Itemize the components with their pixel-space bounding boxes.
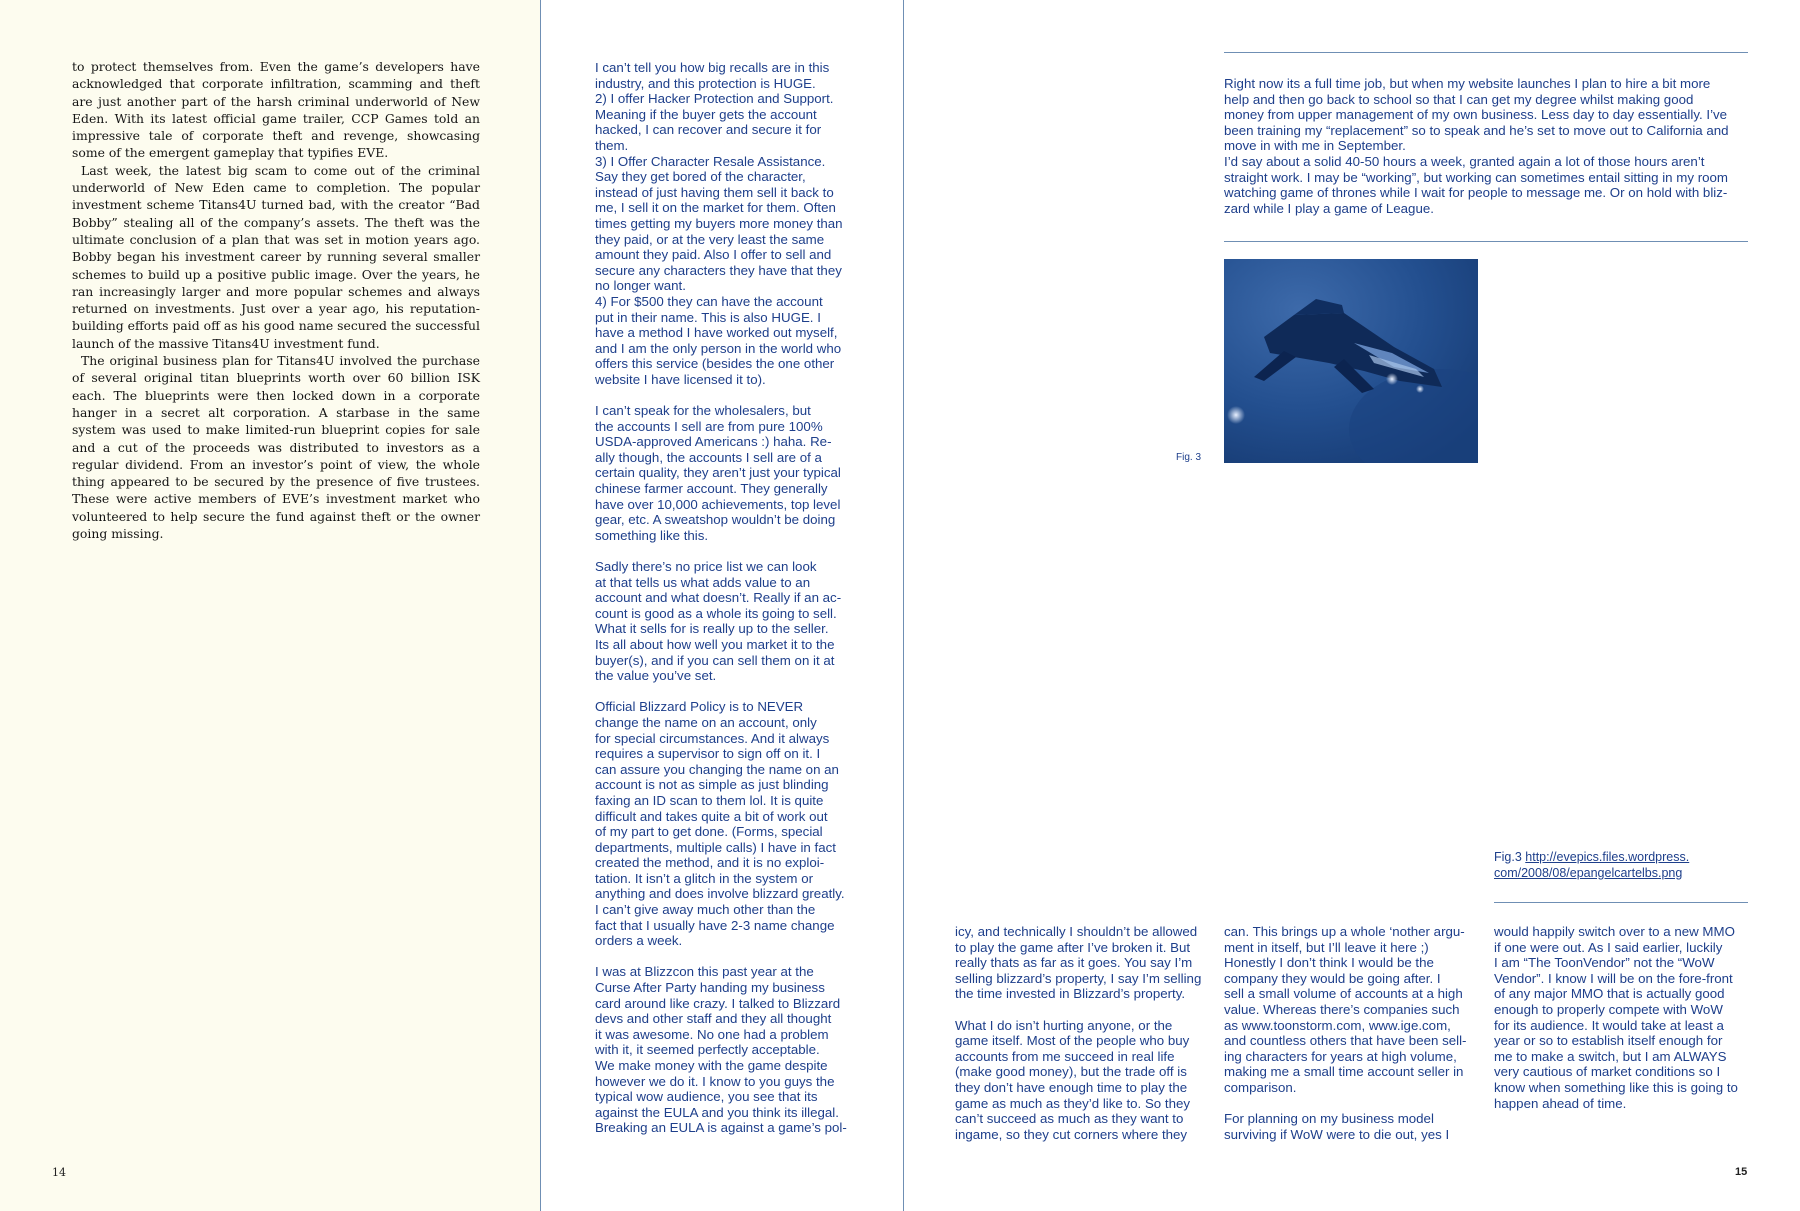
article-paragraph: Last week, the latest big scam to come out of the criminal underworld of New Eden came to completion. The popular investment scheme Titans4U turned bad, with the creator “Bad Bobby” stealing all of the company’s assets. The theft was the ultimate conclusion of a plan that was set in motion years ago. Bobby began his investment career by running several smaller schemes to build up a positive public image. Over the years, he ran increasingly larger and more popular schemes and always returned on investments. Just over a year ago, his reputation-building efforts paid off as his good name secured the successful launch of the massive Titans4U investment fund.: [72, 162, 480, 351]
figure-label: Fig. 3: [1176, 452, 1202, 463]
column-divider: [903, 0, 904, 1211]
top-rule: [1224, 52, 1748, 53]
page-divider: [540, 0, 541, 1211]
article-body-serif: [72, 58, 480, 542]
article-paragraph: to protect themselves from. Even the game’s developers have acknowledged that corporate infiltration, scamming and theft are just another part of the harsh criminal underworld of New Eden. With its latest official game trailer, CCP Games told an impressive tale of corporate theft and revenge, showcasing some of the emergent gameplay that typifies EVE.: [72, 59, 480, 161]
article-paragraph: The original business plan for Titans4U involved the purchase of several original titan blueprints worth over 60 billion ISK each. The blueprints were then locked down in a corporate hanger in a secret alt corporation. A starbase in the same system was used to make limited-run blueprint copies for sale and a cut of the proceeds was distributed to investors as a regular dividend. From an investor’s point of view, the whole thing appeared to be secured by the presence of five trustees. These were active members of EVE’s investment market who volunteered to help secure the fund against theft or the owner going missing.: [72, 353, 480, 542]
figure-top-rule: [1224, 241, 1748, 242]
page-number-left: 14: [52, 1166, 66, 1179]
interview-paragraph: I was at Blizzcon this past year at the Curse After Party handing my business card around like crazy. I talked to Blizzard devs and other staff and they all thought it was awesome. No one had a problem with it, it seemed perfectly acceptable. We make money with the game despite however we do it. I know to you guys the typical wow audience, you see that its against the EULA and you think its illegal. Breaking an EULA is against a game’s pol-: [595, 964, 847, 1136]
page-number-right: 15: [1735, 1166, 1748, 1178]
interview-column-middle: [595, 60, 851, 1152]
caption-rule: [1494, 902, 1748, 903]
figure-caption-link[interactable]: http://evepics.files.wordpress. com/2008/08/epangelcartelbs.png: [1494, 850, 1690, 880]
interview-paragraph: Official Blizzard Policy is to NEVER change the name on an account, only for special circumstances. And it always requires a supervisor to sign off on it. I can assure you changing the name on an account is not as simple as just blinding faxing an ID scan to them lol. It is quite difficult and takes quite a bit of work out of my part to get done. (Forms, special departments, multiple calls) I have in fact created the method, and it is no exploi- tation. It isn’t a glitch in the system or anything and does involve blizzard greatly. I can’t give away much other than the fact that I usually have 2-3 name change orders a week.: [595, 699, 845, 949]
interview-paragraph: I can’t speak for the wholesalers, but the accounts I sell are from pure 100% USDA-approved Americans :) haha. Re- ally though, the accounts I sell are of a certain quality, they aren’t just your typical chinese farmer account. They generally have over 10,000 achievements, top level gear, etc. A sweatshop wouldn’t be doing something like this.: [595, 403, 841, 543]
interview-column-bottom-2: can. This brings up a whole ‘nother argu- ment in itself, but I’ll leave it here ;) Honestly I don’t think I would be the company they would be going after. I sell a small volume of accounts at a high value. Whereas there’s companies such as www.toonstorm.com, www.ige.com, and countless others that have been sell- ing characters for years at high volume, making me a small time account seller in comparison. For planning on my business model surviving if WoW were to die out, yes I: [1224, 924, 1467, 1142]
interview-column-bottom-1: icy, and technically I shouldn’t be allowed to play the game after I’ve broken it. But really thats as far as it goes. You say I’m selling blizzard’s property, I say I’m selling the time invested in Blizzard’s property. What I do isn’t hurting anyone, or the game itself. Most of the people who buy accounts from me succeed in real life (make good money), but the trade off is they don’t have enough time to play the game as much as they’d like to. So they can’t succeed as much as they want to ingame, so they cut corners where they: [955, 924, 1202, 1142]
figure-caption-prefix: Fig.3: [1494, 850, 1526, 864]
figure-caption: [1494, 850, 1724, 881]
interview-paragraph: I can’t tell you how big recalls are in this industry, and this protection is HUGE. 2) I offer Hacker Protection and Support. Meaning if the buyer gets the account hacked, I can recover and secure it for them. 3) I Offer Character Resale Assistance. Say they get bored of the character, instead of just having them sell it back to me, I sell it on the market for them. Often times getting my buyers more money than they paid, or at the very least the same amount they paid. Also I offer to sell and secure any characters they have that they no longer want. 4) For $500 they can have the account put in their name. This is also HUGE. I have a method I have worked out myself, and I am the only person in the world who offers this service (besides the one other website I have licensed it to).: [595, 60, 843, 387]
interview-top-text: Right now its a full time job, but when my website launches I plan to hire a bit more help and then go back to school so that I can get my degree whilst making good money from upper management of my own business. Less day to day essentially. I’ve been training my “replacement” so to speak and he’s set to move out to California and move in with me in September. I’d say about a solid 40-50 hours a week, granted again a lot of those hours aren’t straight work. I may be “working”, but working can sometimes entail sitting in my room watching game of thrones while I wait for people to message me. Or on hold with bliz- zard while I play a game of League.: [1224, 76, 1729, 216]
interview-paragraph: Sadly there’s no price list we can look at that tells us what adds value to an account and what doesn’t. Really if an ac- count is good as a whole its going to sell. What it sells for is really up to the seller. Its all about how well you market it to the buyer(s), and if you can sell them on it at the value you’ve set.: [595, 559, 842, 684]
figure-spaceship-image: [1224, 259, 1478, 463]
interview-column-bottom-3: would happily switch over to a new MMO if one were out. As I said earlier, luckily I am “The ToonVendor” not the “WoW Vendor”. I know I will be on the fore-front of any major MMO that is actually good enough to properly compete with WoW for its audience. It would take at least a year or so to establish itself enough for me to make a switch, but I am ALWAYS very cautious of market conditions so I know when something like this is going to happen ahead of time.: [1494, 924, 1738, 1111]
